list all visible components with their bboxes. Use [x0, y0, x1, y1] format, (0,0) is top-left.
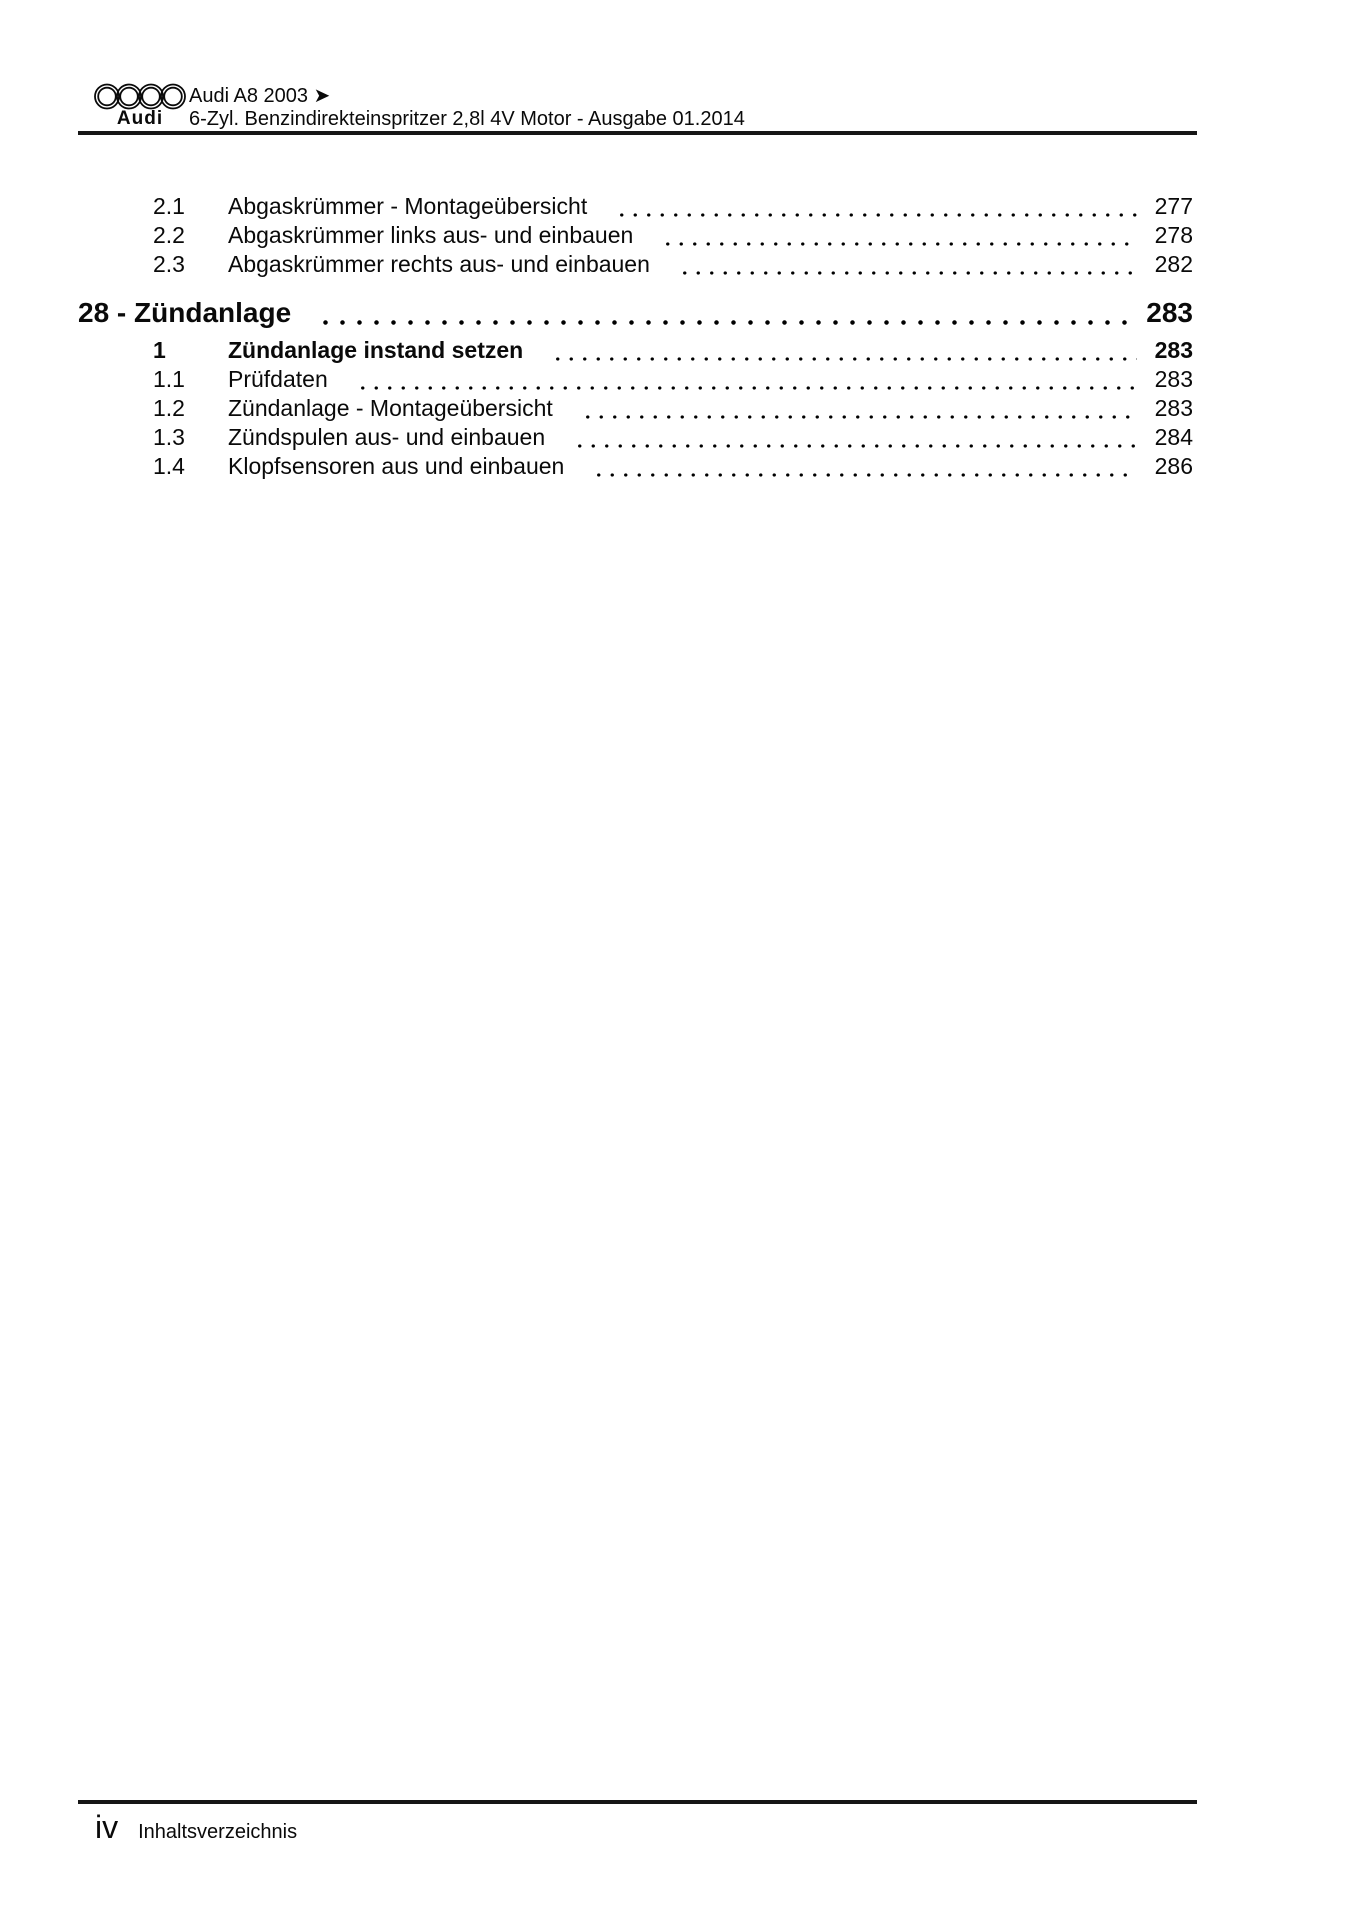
footer-label: Inhaltsverzeichnis: [138, 1821, 298, 1843]
dot-leader: [579, 411, 1137, 419]
toc-entry-number: 2.2: [153, 222, 185, 248]
toc-entry-title: Zündanlage - Montageübersicht: [228, 395, 553, 421]
audi-rings-icon: [94, 83, 186, 110]
toc-entry-title: Abgaskrümmer rechts aus- und einbauen: [228, 251, 650, 277]
header-subtitle: 6-Zyl. Benzindirekteinspritzer 2,8l 4V Motor - Ausgabe 01.2014: [189, 108, 745, 130]
toc-entry: [78, 452, 1197, 481]
footer-rule: [78, 1800, 1197, 1804]
toc-entry-title: Prüfdaten: [228, 366, 328, 392]
dot-leader: [676, 267, 1137, 275]
toc-entry: [78, 221, 1197, 250]
page-footer: [78, 1808, 297, 1846]
dot-leader: [571, 440, 1137, 448]
toc-entry-title: Zündanlage instand setzen: [228, 337, 524, 363]
page-number: iv: [95, 1809, 119, 1845]
toc-entry: [78, 192, 1197, 221]
toc-entry-number: 2.3: [153, 251, 185, 277]
header-model-line: Audi A8 2003 ➤: [189, 85, 331, 107]
table-of-contents: [78, 192, 1197, 481]
toc-entry: [78, 250, 1197, 279]
toc-entry: [78, 423, 1197, 452]
toc-entry-number: 2.1: [153, 193, 185, 219]
toc-entry-page: 283: [1154, 366, 1193, 392]
toc-entry: [78, 394, 1197, 423]
toc-entry-title: Zündspulen aus- und einbauen: [228, 424, 546, 450]
header-text: [189, 85, 745, 131]
toc-section-page: 283: [1146, 297, 1193, 328]
dot-leader: [590, 469, 1137, 477]
audi-logo: [94, 83, 186, 127]
toc-entry-number: 1.2: [153, 395, 185, 421]
toc-entry-title: Abgaskrümmer links aus- und einbauen: [228, 222, 634, 248]
dot-leader: [354, 382, 1137, 390]
toc-section-label: 28 - Zündanlage: [78, 297, 292, 328]
dot-leader: [659, 238, 1137, 246]
toc-entry-number: 1.3: [153, 424, 185, 450]
toc-entry-page: 283: [1154, 337, 1193, 363]
toc-entry-number: 1: [153, 337, 166, 363]
toc-entry: [78, 365, 1197, 394]
dot-leader: [315, 316, 1136, 325]
toc-entry-page: 282: [1154, 251, 1193, 277]
toc-entry-title: Abgaskrümmer - Montageübersicht: [228, 193, 588, 219]
toc-entry-page: 283: [1154, 395, 1193, 421]
header-rule: [78, 131, 1197, 135]
toc-entry-page: 284: [1154, 424, 1193, 450]
toc-entry-title: Klopfsensoren aus und einbauen: [228, 453, 565, 479]
toc-entry-page: 278: [1154, 222, 1193, 248]
dot-leader: [613, 209, 1137, 217]
toc-entry-page: 286: [1154, 453, 1193, 479]
toc-entry: [78, 336, 1197, 365]
audi-wordmark: Audi: [116, 108, 164, 129]
toc-entry-number: 1.1: [153, 366, 185, 392]
dot-leader: [549, 353, 1137, 361]
toc-section-heading: [78, 294, 1197, 331]
toc-entry-number: 1.4: [153, 453, 185, 479]
toc-entry-page: 277: [1154, 193, 1193, 219]
